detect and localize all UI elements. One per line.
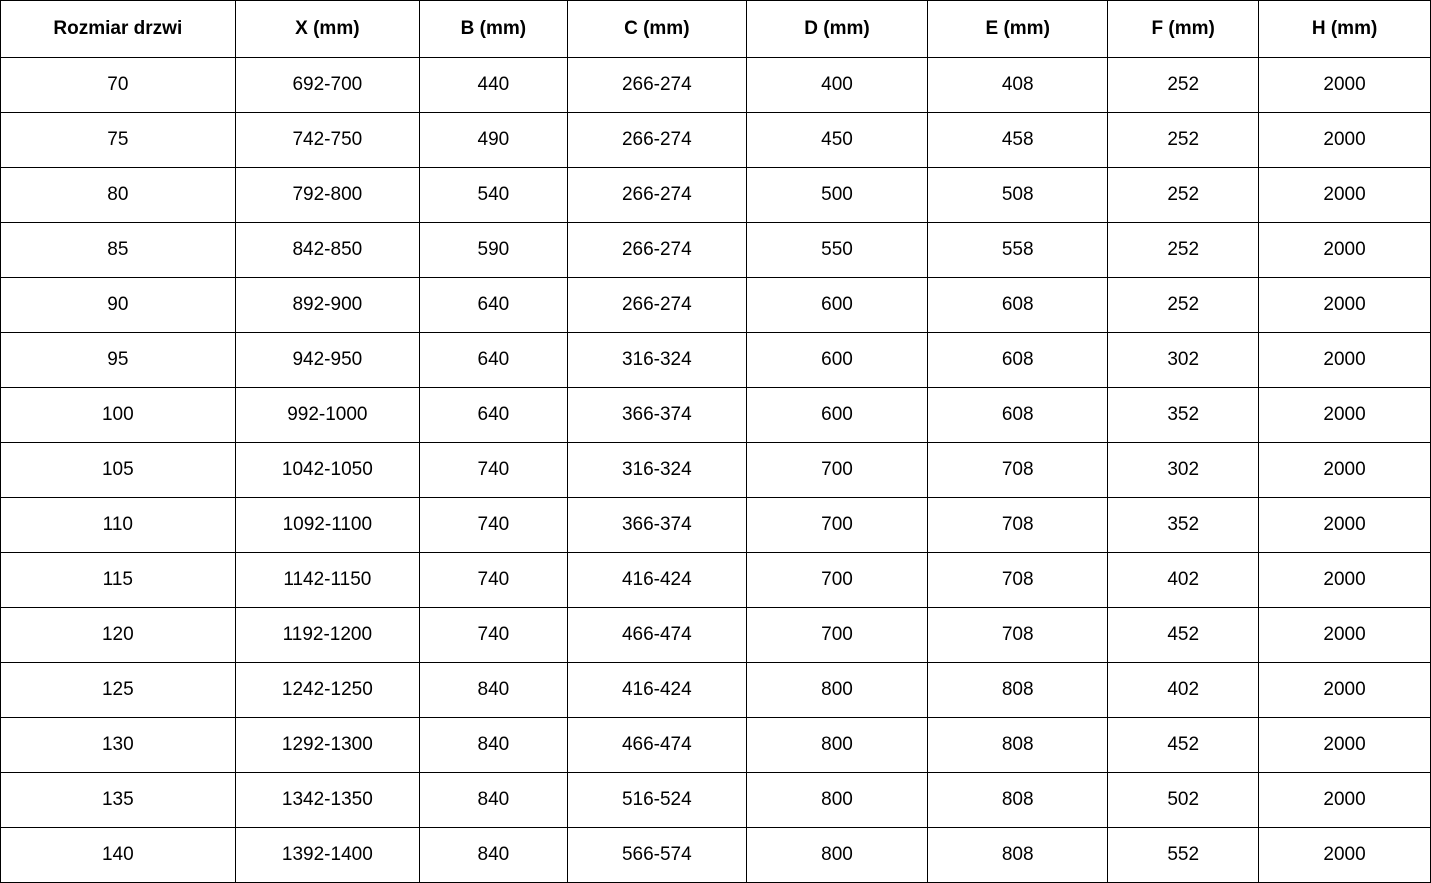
cell-c: 316-324 [567,333,746,388]
cell-door-size: 135 [1,773,236,828]
table-row [1,223,1431,278]
cell-f: 252 [1108,58,1259,113]
cell-c: 266-274 [567,113,746,168]
cell-e: 508 [928,168,1108,223]
cell-f: 252 [1108,223,1259,278]
cell-d: 700 [746,608,927,663]
cell-x: 992-1000 [235,388,419,443]
cell-c: 466-474 [567,718,746,773]
cell-h: 2000 [1259,608,1431,663]
cell-f: 402 [1108,553,1259,608]
cell-f: 302 [1108,443,1259,498]
cell-d: 400 [746,58,927,113]
cell-b: 740 [420,443,568,498]
cell-x: 792-800 [235,168,419,223]
cell-door-size: 75 [1,113,236,168]
cell-x: 1142-1150 [235,553,419,608]
cell-b: 740 [420,498,568,553]
cell-f: 252 [1108,278,1259,333]
cell-f: 252 [1108,113,1259,168]
cell-h: 2000 [1259,388,1431,443]
cell-b: 840 [420,773,568,828]
cell-b: 440 [420,58,568,113]
cell-b: 740 [420,553,568,608]
cell-f: 302 [1108,333,1259,388]
cell-b: 840 [420,828,568,883]
cell-e: 608 [928,278,1108,333]
cell-b: 640 [420,278,568,333]
cell-d: 500 [746,168,927,223]
cell-door-size: 90 [1,278,236,333]
column-header-c: C (mm) [567,1,746,58]
cell-d: 700 [746,498,927,553]
cell-h: 2000 [1259,168,1431,223]
cell-f: 252 [1108,168,1259,223]
cell-d: 450 [746,113,927,168]
cell-c: 566-574 [567,828,746,883]
cell-h: 2000 [1259,553,1431,608]
table-row [1,663,1431,718]
column-header-h: H (mm) [1259,1,1431,58]
table-row [1,718,1431,773]
cell-e: 808 [928,773,1108,828]
cell-door-size: 130 [1,718,236,773]
cell-h: 2000 [1259,773,1431,828]
table-row [1,608,1431,663]
cell-f: 452 [1108,718,1259,773]
table-row [1,553,1431,608]
cell-x: 942-950 [235,333,419,388]
cell-h: 2000 [1259,828,1431,883]
cell-x: 892-900 [235,278,419,333]
cell-d: 600 [746,278,927,333]
cell-door-size: 115 [1,553,236,608]
cell-c: 466-474 [567,608,746,663]
cell-h: 2000 [1259,223,1431,278]
cell-d: 800 [746,828,927,883]
cell-c: 366-374 [567,498,746,553]
cell-c: 366-374 [567,388,746,443]
cell-f: 352 [1108,388,1259,443]
cell-b: 540 [420,168,568,223]
cell-d: 800 [746,718,927,773]
table-row [1,333,1431,388]
cell-b: 490 [420,113,568,168]
cell-c: 266-274 [567,223,746,278]
table-row [1,58,1431,113]
table-row [1,278,1431,333]
cell-e: 708 [928,553,1108,608]
table-row [1,773,1431,828]
cell-c: 266-274 [567,58,746,113]
cell-c: 316-324 [567,443,746,498]
cell-e: 608 [928,333,1108,388]
cell-x: 1242-1250 [235,663,419,718]
cell-b: 740 [420,608,568,663]
cell-h: 2000 [1259,333,1431,388]
cell-door-size: 85 [1,223,236,278]
cell-h: 2000 [1259,498,1431,553]
cell-door-size: 70 [1,58,236,113]
cell-door-size: 100 [1,388,236,443]
table-body [1,58,1431,883]
cell-e: 708 [928,498,1108,553]
cell-h: 2000 [1259,58,1431,113]
table-row [1,443,1431,498]
cell-f: 452 [1108,608,1259,663]
cell-h: 2000 [1259,443,1431,498]
table-row [1,168,1431,223]
cell-door-size: 120 [1,608,236,663]
cell-x: 1042-1050 [235,443,419,498]
cell-e: 708 [928,608,1108,663]
cell-x: 1292-1300 [235,718,419,773]
cell-door-size: 95 [1,333,236,388]
table-row [1,113,1431,168]
cell-b: 840 [420,663,568,718]
cell-h: 2000 [1259,663,1431,718]
cell-d: 700 [746,553,927,608]
table-row [1,828,1431,883]
cell-e: 608 [928,388,1108,443]
column-header-door-size: Rozmiar drzwi [1,1,236,58]
cell-c: 516-524 [567,773,746,828]
cell-door-size: 105 [1,443,236,498]
cell-e: 808 [928,663,1108,718]
cell-x: 1342-1350 [235,773,419,828]
cell-x: 1092-1100 [235,498,419,553]
cell-d: 800 [746,773,927,828]
column-header-x: X (mm) [235,1,419,58]
cell-f: 502 [1108,773,1259,828]
cell-c: 266-274 [567,168,746,223]
table-row [1,388,1431,443]
cell-c: 416-424 [567,553,746,608]
cell-door-size: 110 [1,498,236,553]
cell-f: 552 [1108,828,1259,883]
cell-x: 842-850 [235,223,419,278]
column-header-b: B (mm) [420,1,568,58]
cell-b: 640 [420,333,568,388]
cell-x: 1192-1200 [235,608,419,663]
cell-e: 708 [928,443,1108,498]
cell-b: 840 [420,718,568,773]
cell-e: 408 [928,58,1108,113]
cell-h: 2000 [1259,718,1431,773]
cell-d: 550 [746,223,927,278]
cell-d: 600 [746,333,927,388]
cell-door-size: 125 [1,663,236,718]
cell-b: 590 [420,223,568,278]
cell-h: 2000 [1259,278,1431,333]
table-header-row [1,1,1431,58]
cell-d: 700 [746,443,927,498]
cell-x: 692-700 [235,58,419,113]
cell-c: 266-274 [567,278,746,333]
cell-e: 458 [928,113,1108,168]
cell-d: 600 [746,388,927,443]
cell-h: 2000 [1259,113,1431,168]
column-header-e: E (mm) [928,1,1108,58]
column-header-d: D (mm) [746,1,927,58]
cell-e: 808 [928,828,1108,883]
table-header [1,1,1431,58]
cell-x: 742-750 [235,113,419,168]
cell-door-size: 140 [1,828,236,883]
column-header-f: F (mm) [1108,1,1259,58]
cell-x: 1392-1400 [235,828,419,883]
cell-b: 640 [420,388,568,443]
cell-e: 808 [928,718,1108,773]
table-row [1,498,1431,553]
cell-d: 800 [746,663,927,718]
cell-door-size: 80 [1,168,236,223]
cell-c: 416-424 [567,663,746,718]
cell-f: 352 [1108,498,1259,553]
cell-f: 402 [1108,663,1259,718]
cell-e: 558 [928,223,1108,278]
